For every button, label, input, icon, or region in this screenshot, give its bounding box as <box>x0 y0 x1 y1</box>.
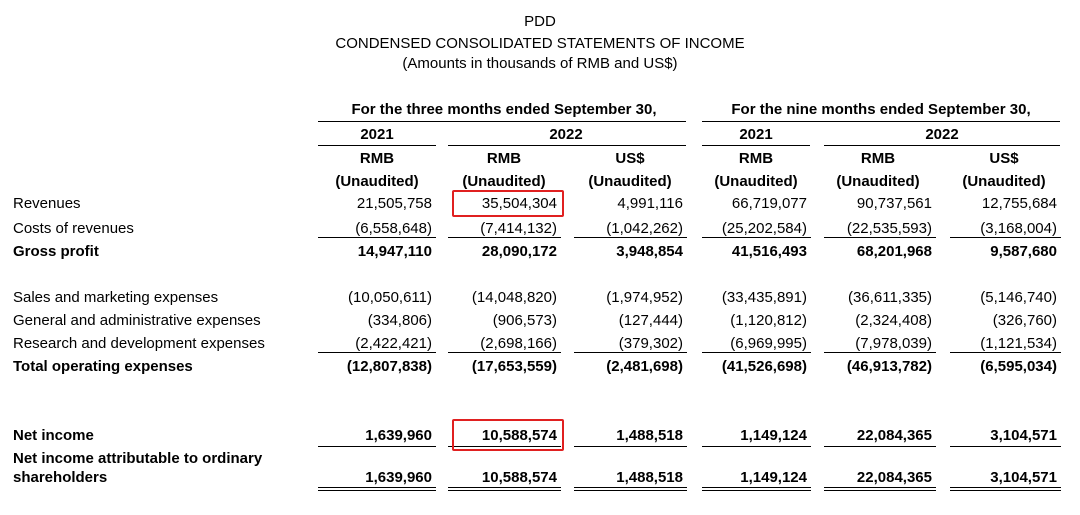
table-cell: (2,422,421) <box>355 335 432 352</box>
table-cell: 21,505,758 <box>356 195 432 212</box>
double-underline <box>318 487 436 491</box>
period-nine-months: For the nine months ended September 30, <box>731 101 1031 118</box>
table-cell: 1,639,960 <box>365 469 432 486</box>
status-header: (Unaudited) <box>714 173 798 190</box>
currency-header: US$ <box>615 150 645 167</box>
underline <box>448 352 561 353</box>
table-cell: (1,974,952) <box>606 289 683 306</box>
table-cell: (1,120,812) <box>730 312 807 329</box>
table-cell: (41,526,698) <box>721 358 807 375</box>
year-header: 2021 <box>739 126 773 143</box>
status-header: (Unaudited) <box>462 173 546 190</box>
currency-header: RMB <box>738 150 774 167</box>
company-name: PDD <box>524 13 556 30</box>
table-cell: (127,444) <box>618 312 683 329</box>
table-cell: (2,481,698) <box>606 358 683 375</box>
table-cell: (379,302) <box>618 335 683 352</box>
underline <box>318 237 436 238</box>
double-underline <box>950 487 1061 491</box>
underline <box>318 352 436 353</box>
table-cell: 1,639,960 <box>365 427 432 444</box>
table-cell: 1,149,124 <box>740 469 807 486</box>
row-label-costs-of-revenues: Costs of revenues <box>13 220 134 237</box>
table-cell: 3,104,571 <box>990 469 1057 486</box>
year-header: 2022 <box>549 126 583 143</box>
currency-header: RMB <box>486 150 522 167</box>
table-cell: (36,611,335) <box>848 289 932 306</box>
underline <box>448 237 561 238</box>
table-cell: (326,760) <box>992 312 1057 329</box>
table-cell: 22,084,365 <box>856 427 932 444</box>
table-cell: (6,558,648) <box>355 220 432 237</box>
table-cell: 68,201,968 <box>856 243 932 260</box>
status-header: (Unaudited) <box>836 173 920 190</box>
year-underline <box>824 145 1060 146</box>
underline <box>824 446 936 447</box>
table-cell: 1,149,124 <box>740 427 807 444</box>
double-underline <box>448 487 561 491</box>
table-cell: (2,324,408) <box>855 312 932 329</box>
table-cell: 3,104,571 <box>990 427 1057 444</box>
row-label-revenues: Revenues <box>13 195 81 212</box>
underline <box>950 237 1061 238</box>
table-cell: (33,435,891) <box>721 289 807 306</box>
table-cell: 35,504,304 <box>481 195 557 212</box>
table-cell: 10,588,574 <box>481 469 557 486</box>
row-label-net-income-attributable-cont: shareholders <box>13 469 108 486</box>
year-underline <box>448 145 686 146</box>
table-cell: 1,488,518 <box>616 427 683 444</box>
table-cell: 22,084,365 <box>856 469 932 486</box>
underline <box>702 352 811 353</box>
status-header: (Unaudited) <box>335 173 419 190</box>
underline <box>824 237 936 238</box>
period-underline <box>702 121 1060 122</box>
table-cell: 90,737,561 <box>856 195 932 212</box>
table-cell: (7,978,039) <box>855 335 932 352</box>
table-cell: (1,121,534) <box>980 335 1057 352</box>
table-cell: (22,535,593) <box>846 220 932 237</box>
row-label-general-admin: General and administrative expenses <box>13 312 261 329</box>
row-label-research-development: Research and development expenses <box>13 335 265 352</box>
table-cell: 41,516,493 <box>731 243 807 260</box>
row-label-sales-marketing: Sales and marketing expenses <box>13 289 219 306</box>
row-label-net-income: Net income <box>13 427 94 444</box>
highlight-revenues-2022 <box>452 190 564 217</box>
table-cell: 9,587,680 <box>990 243 1057 260</box>
year-underline <box>318 145 436 146</box>
period-three-months: For the three months ended September 30, <box>351 101 657 118</box>
currency-header: RMB <box>359 150 395 167</box>
table-cell: 66,719,077 <box>731 195 807 212</box>
table-cell: 4,991,116 <box>617 195 683 212</box>
table-cell: (906,573) <box>492 312 557 329</box>
status-header: (Unaudited) <box>588 173 672 190</box>
double-underline <box>824 487 936 491</box>
status-header: (Unaudited) <box>962 173 1046 190</box>
year-header: 2021 <box>360 126 394 143</box>
table-cell: (6,595,034) <box>980 358 1057 375</box>
table-cell: 14,947,110 <box>357 243 432 260</box>
underline <box>950 446 1061 447</box>
table-cell: (2,698,166) <box>480 335 557 352</box>
double-underline <box>574 487 687 491</box>
year-underline <box>702 145 810 146</box>
table-cell: (334,806) <box>367 312 432 329</box>
table-cell: (10,050,611) <box>348 289 432 306</box>
table-cell: (3,168,004) <box>980 220 1057 237</box>
table-cell: 28,090,172 <box>481 243 557 260</box>
underline <box>824 352 936 353</box>
underline <box>702 237 811 238</box>
table-cell: (14,048,820) <box>471 289 557 306</box>
currency-header: US$ <box>989 150 1019 167</box>
table-cell: (46,913,782) <box>846 358 932 375</box>
table-cell: 3,948,854 <box>616 243 683 260</box>
underline <box>702 446 811 447</box>
table-cell: 1,488,518 <box>616 469 683 486</box>
underline <box>574 352 687 353</box>
table-cell: 12,755,684 <box>981 195 1057 212</box>
currency-header: RMB <box>860 150 896 167</box>
table-cell: (17,653,559) <box>471 358 557 375</box>
row-label-net-income-attributable: Net income attributable to ordinary <box>13 450 263 467</box>
table-cell: 10,588,574 <box>481 427 557 444</box>
double-underline <box>702 487 811 491</box>
underline <box>574 446 687 447</box>
underline <box>574 237 687 238</box>
row-label-gross-profit: Gross profit <box>13 243 99 260</box>
units-note: (Amounts in thousands of RMB and US$) <box>402 55 678 72</box>
table-cell: (6,969,995) <box>730 335 807 352</box>
table-cell: (12,807,838) <box>346 358 432 375</box>
table-cell: (7,414,132) <box>480 220 557 237</box>
statement-title: CONDENSED CONSOLIDATED STATEMENTS OF INCOME <box>335 35 745 52</box>
table-cell: (5,146,740) <box>980 289 1057 306</box>
row-label-total-operating-expenses: Total operating expenses <box>13 358 193 375</box>
highlight-net-income-2022 <box>452 419 564 451</box>
table-cell: (25,202,584) <box>721 220 807 237</box>
underline <box>950 352 1061 353</box>
year-header: 2022 <box>925 126 959 143</box>
underline <box>318 446 436 447</box>
table-cell: (1,042,262) <box>606 220 683 237</box>
period-underline <box>318 121 686 122</box>
